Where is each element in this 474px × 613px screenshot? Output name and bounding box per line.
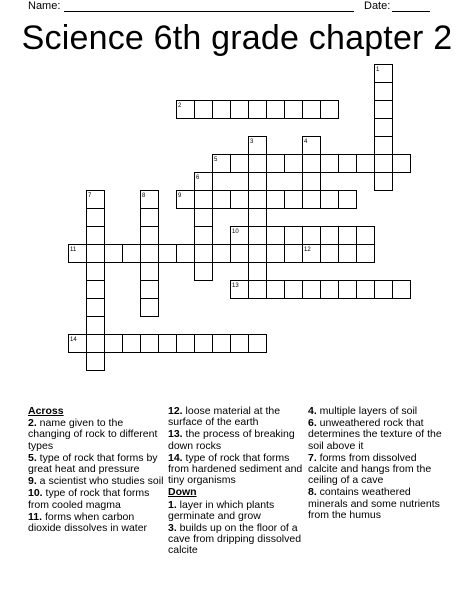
clue-number: 3. [168, 522, 177, 535]
grid-cell[interactable] [249, 263, 267, 281]
grid-cell[interactable] [141, 263, 159, 281]
clue-a-1 [28, 453, 164, 475]
name-label: Name: [28, 0, 61, 12]
clue-d-1 [308, 418, 444, 452]
grid-cell[interactable] [141, 335, 159, 353]
cell-number: 2 [178, 103, 182, 109]
clue-text: forms when carbon dioxide dissolves in water [28, 510, 148, 535]
grid-cell[interactable] [339, 281, 357, 299]
clue-text: unweathered rock that determines the texture of the soil above it [308, 417, 442, 452]
grid-cell[interactable] [87, 227, 105, 245]
clue-number: 8. [308, 486, 317, 499]
clues-column-3 [308, 406, 444, 522]
grid-cell[interactable] [357, 281, 375, 299]
clue-b-0 [168, 406, 304, 428]
grid-cell[interactable] [321, 281, 339, 299]
cell-number: 14 [70, 337, 77, 343]
grid-cell[interactable] [393, 155, 411, 173]
grid-cell[interactable] [303, 281, 321, 299]
clue-number: 13. [168, 428, 183, 441]
grid-cell[interactable] [321, 155, 339, 173]
grid-cell[interactable] [177, 335, 195, 353]
grid-cell[interactable] [141, 209, 159, 227]
clue-d-3 [308, 487, 444, 521]
grid-cell[interactable] [303, 155, 321, 173]
grid-cell[interactable] [249, 191, 267, 209]
cell-number: 9 [178, 193, 182, 199]
grid-cell[interactable] [339, 155, 357, 173]
grid-cell[interactable] [285, 245, 303, 263]
grid-cell[interactable] [249, 281, 267, 299]
across-heading: Across [28, 405, 64, 417]
grid-cell[interactable] [87, 317, 105, 335]
grid-cell[interactable] [321, 191, 339, 209]
grid-cell[interactable] [285, 155, 303, 173]
grid-cell[interactable] [105, 245, 123, 263]
grid-cell[interactable] [231, 245, 249, 263]
grid-cell[interactable] [267, 281, 285, 299]
clue-a-0 [28, 418, 164, 452]
clue-a-2 [28, 476, 164, 487]
grid-cell[interactable] [249, 173, 267, 191]
clue-text: type of rock that forms by great heat and pressure [28, 451, 158, 476]
grid-cell[interactable] [231, 101, 249, 119]
grid-cell[interactable] [339, 227, 357, 245]
clue-b-1 [168, 429, 304, 451]
clue-d-2 [308, 453, 444, 487]
grid-cell[interactable] [195, 209, 213, 227]
grid-cell[interactable] [285, 281, 303, 299]
cell-number: 11 [70, 247, 77, 253]
grid-cell[interactable] [339, 191, 357, 209]
grid-cell[interactable] [249, 245, 267, 263]
grid-cell[interactable] [375, 155, 393, 173]
grid-cell[interactable] [357, 155, 375, 173]
grid-cell[interactable] [375, 101, 393, 119]
grid-cell[interactable] [249, 209, 267, 227]
grid-cell[interactable] [213, 191, 231, 209]
cell-number: 13 [232, 283, 239, 289]
grid-cell[interactable] [267, 245, 285, 263]
clue-text: layer in which plants germinate and grow [168, 498, 275, 522]
grid-cell[interactable] [87, 209, 105, 227]
clue-c-1 [168, 523, 304, 557]
cell-number: 7 [88, 193, 92, 199]
clue-d-0 [308, 406, 444, 417]
clue-number: 2. [28, 417, 37, 430]
across-clue-list [28, 418, 164, 534]
grid-cell[interactable] [177, 245, 195, 263]
clue-number: 4. [308, 405, 317, 417]
grid-cell[interactable] [123, 245, 141, 263]
grid-cell[interactable] [375, 281, 393, 299]
grid-cell[interactable] [249, 227, 267, 245]
grid-cell[interactable] [303, 173, 321, 191]
cell-number: 4 [304, 139, 308, 145]
grid-cell[interactable] [141, 299, 159, 317]
clue-text: type of rock that forms from hardened sediment and tiny organisms [168, 451, 303, 487]
grid-cell[interactable] [285, 191, 303, 209]
grid-cell[interactable] [87, 299, 105, 317]
clues-column-2 [168, 406, 304, 558]
grid-cell[interactable] [249, 101, 267, 119]
clue-number: 12. [168, 405, 183, 417]
clue-c-0 [168, 500, 304, 522]
clue-number: 7. [308, 451, 317, 464]
clue-text: builds up on the floor of a cave from dripping dissolved calcite [168, 522, 302, 557]
clue-text: forms from dissolved calcite and hangs from the ceiling of a cave [308, 451, 432, 487]
grid-cell[interactable] [357, 245, 375, 263]
grid-cell[interactable] [213, 245, 231, 263]
grid-cell[interactable] [267, 227, 285, 245]
across-clue-list-continued [168, 406, 304, 486]
clue-number: 5. [28, 451, 37, 464]
page-title: Science 6th grade chapter 2 [21, 19, 453, 57]
grid-cell[interactable] [321, 101, 339, 119]
grid-cell[interactable] [195, 335, 213, 353]
grid-cell[interactable] [375, 83, 393, 101]
grid-cell[interactable] [195, 263, 213, 281]
grid-cell[interactable] [321, 227, 339, 245]
grid-cell[interactable] [321, 245, 339, 263]
grid-cell[interactable] [87, 263, 105, 281]
grid-cell[interactable] [303, 191, 321, 209]
clue-text: contains weathered minerals and some nutrients from the humus [308, 486, 440, 521]
grid-cell[interactable] [267, 155, 285, 173]
clue-number: 1. [168, 498, 177, 511]
clue-text: a scientist who studies soil [36, 475, 164, 488]
clue-text: the process of breaking down rocks [168, 428, 295, 452]
down-heading: Down [168, 486, 197, 499]
cell-number: 8 [142, 193, 146, 199]
clue-text: multiple layers of soil [316, 405, 418, 417]
grid-cell[interactable] [231, 335, 249, 353]
grid-cell[interactable] [393, 281, 411, 299]
grid-cell[interactable] [123, 335, 141, 353]
date-label: Date: [364, 0, 391, 12]
cell-number: 6 [196, 175, 200, 181]
grid-cell[interactable] [141, 227, 159, 245]
grid-cell[interactable] [303, 101, 321, 119]
grid-cell[interactable] [195, 227, 213, 245]
clues-column-1 [28, 406, 164, 535]
grid-cell[interactable] [285, 227, 303, 245]
grid-cell[interactable] [141, 245, 159, 263]
clue-number: 14. [168, 451, 183, 464]
clue-number: 9. [28, 475, 37, 488]
grid-cell[interactable] [303, 227, 321, 245]
grid-cell[interactable] [213, 335, 231, 353]
clue-text: name given to the changing of rock to different types [28, 417, 158, 452]
grid-cell[interactable] [87, 281, 105, 299]
grid-cell[interactable] [231, 155, 249, 173]
cell-number: 1 [376, 67, 380, 73]
grid-cell[interactable] [87, 335, 105, 353]
grid-cell[interactable] [87, 245, 105, 263]
grid-cell[interactable] [285, 101, 303, 119]
grid-cell[interactable] [267, 101, 285, 119]
clue-a-3 [28, 488, 164, 510]
grid-cell[interactable] [375, 119, 393, 137]
down-clue-list-continued [308, 406, 444, 521]
cell-number: 12 [304, 247, 311, 253]
grid-cell[interactable] [249, 335, 267, 353]
clue-number: 10. [28, 487, 43, 500]
cell-number: 10 [232, 229, 239, 235]
clue-text: loose material at the surface of the earth [168, 405, 281, 429]
grid-cell[interactable] [267, 191, 285, 209]
clue-b-2 [168, 453, 304, 487]
grid-cell[interactable] [357, 227, 375, 245]
cell-number: 5 [214, 157, 218, 163]
grid-cell[interactable] [141, 281, 159, 299]
grid-cell[interactable] [231, 191, 249, 209]
grid-cell[interactable] [339, 245, 357, 263]
grid-cell[interactable] [249, 155, 267, 173]
grid-cell[interactable] [87, 353, 105, 371]
grid-cell[interactable] [159, 335, 177, 353]
grid-cell[interactable] [195, 101, 213, 119]
grid-cell[interactable] [159, 245, 177, 263]
cell-number: 3 [250, 139, 254, 145]
clue-a-4 [28, 512, 164, 534]
grid-cell[interactable] [105, 335, 123, 353]
down-clue-list [168, 500, 304, 557]
grid-cell[interactable] [375, 173, 393, 191]
grid-cell[interactable] [213, 101, 231, 119]
clue-text: type of rock that forms from cooled magma [28, 487, 150, 511]
clue-number: 11. [28, 510, 43, 523]
grid-cell[interactable] [195, 245, 213, 263]
clue-number: 6. [308, 417, 317, 430]
grid-cell[interactable] [375, 137, 393, 155]
grid-cell[interactable] [195, 191, 213, 209]
